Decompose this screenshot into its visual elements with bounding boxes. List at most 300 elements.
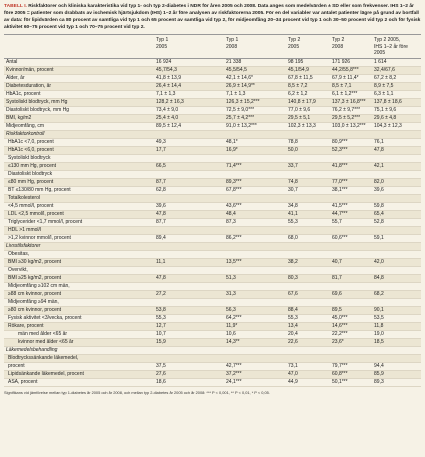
table-cell (330, 354, 372, 362)
row-label: Diastoliskt blodtryck (8, 170, 53, 177)
table-cell: 12,7 (156, 322, 166, 329)
table-cell: 171 926 (332, 58, 351, 65)
table-cell (154, 154, 224, 162)
table-cell: 88,4 (288, 306, 298, 313)
table-cell: 25,4 ± 4,0 (156, 114, 179, 121)
row-label: BMI, kg/m2 (6, 114, 32, 121)
table-cell (154, 130, 224, 138)
table-cell: 45,0*** (332, 314, 348, 321)
row-label: Läkemedelsbehandling (6, 346, 58, 353)
table-row (4, 370, 421, 378)
table-cell: 73,4 ± 9,0 (156, 106, 179, 113)
table-cell (330, 242, 372, 250)
table-cell (286, 194, 330, 202)
table-cell (330, 346, 372, 354)
table-cell: 73,1 (288, 362, 298, 369)
table-cell: 21 338 (226, 58, 242, 65)
table-cell: 39,6 (156, 202, 166, 209)
table-cell: 10,6 (226, 330, 236, 337)
table-cell (330, 226, 372, 234)
data-table (4, 34, 421, 387)
table-cell: 48,4 (226, 210, 236, 217)
table-cell (286, 298, 330, 306)
table-cell (372, 242, 421, 250)
table-cell: 59,8 (374, 202, 384, 209)
table-cell: 42,1 (374, 162, 384, 169)
table-cell: 55,7 (332, 218, 342, 225)
table-cell: 17,7 (156, 146, 166, 153)
section-row (4, 346, 421, 354)
table-row (4, 226, 421, 234)
table-cell: 1 614 (374, 58, 387, 65)
table-row (4, 314, 421, 322)
row-label: Midjeomfång, cm (6, 122, 45, 129)
table-cell (154, 194, 224, 202)
table-cell (224, 226, 286, 234)
table-cell: 6,2 ± 1,2 (288, 90, 308, 97)
table-cell (154, 250, 224, 258)
table-cell (154, 242, 224, 250)
row-label: Totalkolesterol (8, 194, 40, 201)
table-cell: 85,9 (374, 370, 384, 377)
table-cell: 27,6 (156, 370, 166, 377)
row-label: Blodtryckssänkande läkemedel, (8, 354, 79, 361)
row-label: Diabetesduration, år (6, 82, 52, 89)
table-cell: 11,9* (226, 322, 238, 329)
table-cell: 47,8 (156, 210, 166, 217)
table-cell: 89,4 (156, 234, 166, 241)
table-cell: 67,8*** (226, 186, 242, 193)
table-cell: 64,2*** (226, 314, 242, 321)
table-cell: 16,9* (226, 146, 238, 153)
row-label: ASA, procent (8, 378, 38, 385)
row-label: Ålder, år (6, 74, 25, 81)
row-label: Rökare, procent (8, 322, 44, 329)
table-row (4, 98, 421, 106)
column-header: Typ 1 2005 (156, 37, 169, 50)
table-cell: 37,5 (156, 362, 166, 369)
table-cell: 8,9 ± 7,5 (374, 82, 394, 89)
table-cell: 43,6*** (226, 202, 242, 209)
row-label: HbA1c <7,0, procent (8, 138, 54, 145)
table-caption (4, 3, 421, 31)
table-row (4, 234, 421, 242)
table-cell: 81,7 (332, 274, 342, 281)
table-cell: 42,7*** (226, 362, 242, 369)
table-cell: 50,0 (288, 146, 298, 153)
row-label: BT ≤130/80 mm Hg, procent (8, 186, 71, 193)
table-cell: 44,2/55,8*** (332, 66, 359, 73)
table-cell: 45,1/54,9 (288, 66, 309, 73)
table-cell: 37,2*** (226, 370, 242, 377)
table-cell: 8,5 ± 7,1 (332, 82, 352, 89)
table-row (4, 138, 421, 146)
table-cell (286, 242, 330, 250)
table-cell (372, 194, 421, 202)
row-label: HbA1c <6,0, procent (8, 146, 54, 153)
table-cell: 45,7/54,3 (156, 66, 177, 73)
table-cell: 86,2*** (226, 234, 242, 241)
table-cell: 16 924 (156, 58, 172, 65)
table-cell: 59,1 (374, 234, 384, 241)
table-cell: 76,1 (374, 138, 384, 145)
table-cell: 34,8 (288, 202, 298, 209)
table-row (4, 378, 421, 386)
table-row (4, 306, 421, 314)
table-cell: 53,5 (374, 314, 384, 321)
table-cell: 50,1*** (332, 378, 348, 385)
table-cell: 49,3 (156, 138, 166, 145)
table-cell: 89,5 ± 12,4 (156, 122, 181, 129)
table-row (4, 202, 421, 210)
table-cell: 65,4 (374, 210, 384, 217)
table-cell (372, 266, 421, 274)
table-cell: 87,7 (156, 218, 166, 225)
table-cell: 41,8*** (332, 162, 348, 169)
row-label: BMI ≥30 kg/m2, procent (8, 258, 62, 265)
table-cell: 38,1*** (332, 186, 348, 193)
table-cell (154, 298, 224, 306)
table-cell: 78,8 (288, 138, 298, 145)
table-cell: 41,8 ± 13,9 (156, 74, 181, 81)
table-cell: 76,2 ± 9,7*** (332, 106, 361, 113)
table-cell: 62,8 (156, 186, 166, 193)
table-cell (286, 346, 330, 354)
table-cell (330, 194, 372, 202)
table-cell: 87,3 (226, 218, 236, 225)
table-cell: 72,5 ± 9,0*** (226, 106, 255, 113)
table-cell: 45,5/54,5 (226, 66, 247, 73)
table-cell: 56,3 (226, 306, 236, 313)
table-cell: 41,5*** (332, 202, 348, 209)
table-row (4, 58, 421, 66)
table-row (4, 354, 421, 362)
row-label: Övervikt, (8, 266, 28, 273)
table-cell (154, 354, 224, 362)
table-cell: 26,9 ± 14,9** (226, 82, 255, 89)
table-cell: 67,9 ± 11,4* (332, 74, 359, 81)
table-cell: 89,3*** (226, 178, 242, 185)
table-cell: 42,0 (374, 258, 384, 265)
table-cell: 38,2 (288, 258, 298, 265)
table-cell: 77,0*** (332, 178, 348, 185)
table-cell: 69,6 (332, 290, 342, 297)
table-cell (330, 250, 372, 258)
table-row (4, 114, 421, 122)
table-cell: 126,3 ± 15,2*** (226, 98, 260, 105)
table-cell (154, 282, 224, 290)
table-cell: 89,3 (374, 378, 384, 385)
table-cell (372, 346, 421, 354)
section-row (4, 242, 421, 250)
row-label: ≥88 cm kvinnor, procent (8, 290, 62, 297)
row-label: män med ålder <65 år (18, 330, 68, 337)
row-label: Livsstilsfaktorer (6, 242, 41, 249)
table-cell: 68,0 (288, 234, 298, 241)
table-row (4, 154, 421, 162)
table-cell (372, 354, 421, 362)
section-row (4, 130, 421, 138)
table-cell: 30,7 (288, 186, 298, 193)
table-row (4, 258, 421, 266)
table-cell: 137,8 ± 18,6 (374, 98, 402, 105)
table-cell: 13,4 (288, 322, 298, 329)
column-header: Typ 2 2005 (288, 37, 301, 50)
caption-text: Riskfaktorer och kliniska karakteristika vid typ 1- och typ 2-diabetes i NDR för åren 2005 och 2008. Data anges som medelvärden ± SD eller som frekvenser. IHS 1–2 år före 2005 = patienter som drabbats av ischemisk hjärtsjukdom (IHS) 1–2 år före analysen av riskfaktorerna 2005. För en del variabler var antalet patienter lägre på grund av bortfall av data: för lipidvärden ca 80 procent av samtliga vid typ 1 och 65 procent av samtliga vid typ 2, för midjeomfång 20–34 procent vid typ 1 och 30–50 procent vid typ 2 och för fysisk aktivitet 60–75 procent vid typ 1 och 70–75 procent vid typ 2. (4, 4, 421, 30)
table-cell: 31,3 (226, 290, 236, 297)
table-cell: 68,2 (374, 290, 384, 297)
column-header (4, 35, 154, 59)
table-cell (224, 250, 286, 258)
table-row (4, 210, 421, 218)
row-label: HbA1c, procent (6, 90, 41, 97)
table-cell: 47,0 (288, 370, 298, 377)
table-row (4, 330, 421, 338)
table-cell (224, 282, 286, 290)
table-cell: 14,6*** (332, 322, 348, 329)
table-cell: 91,0 ± 13,2*** (226, 122, 257, 129)
table-cell: 52,3*** (332, 146, 348, 153)
table-row (4, 146, 421, 154)
table-cell (224, 266, 286, 274)
table-footnote: Signifikans vid jämförelse mellan typ 1-diabetes år 2005 och år 2008, och mellan typ 2-diabetes år 2005 och år 2008: *** P < 0,001, ** P < 0,01, * P < 0,05. (4, 389, 270, 395)
table-cell (154, 170, 224, 178)
row-label: Diastoliskt blodtryck, mm Hg (6, 106, 70, 113)
table-cell: 75,1 ± 9,6 (374, 106, 397, 113)
table-cell: 8,5 ± 7,2 (288, 82, 308, 89)
table-cell: 27,2 (156, 290, 166, 297)
table-cell: 55,3 (156, 314, 166, 321)
table-cell: 55,3 (288, 218, 298, 225)
table-cell: 103,0 ± 13,2*** (332, 122, 366, 129)
table-cell: 51,3 (226, 274, 236, 281)
table-cell (330, 154, 372, 162)
table-cell: 10,7 (156, 330, 166, 337)
table-cell (330, 170, 372, 178)
table-row (4, 194, 421, 202)
table-cell: 77,0 ± 9,6 (288, 106, 311, 113)
table-cell (330, 298, 372, 306)
row-label: Triglycerider <1,7 mmol/l, procent (8, 218, 83, 225)
table-cell (286, 282, 330, 290)
table-cell: 44,7*** (332, 210, 348, 217)
table-cell: 79,7*** (332, 362, 348, 369)
table-cell: 47,8 (374, 146, 384, 153)
row-label: Antal (6, 58, 18, 65)
table-cell: 67,2 ± 8,2 (374, 74, 397, 81)
table-cell (372, 282, 421, 290)
table-row (4, 186, 421, 194)
table-row (4, 162, 421, 170)
table-cell (286, 170, 330, 178)
row-label: kvinnor med ålder <65 år (18, 338, 74, 345)
table-cell: 22,2*** (332, 330, 348, 337)
table-row (4, 298, 421, 306)
table-cell: 89,5 (332, 306, 342, 313)
table-row (4, 274, 421, 282)
table-cell: 82,0 (374, 178, 384, 185)
table-cell: 24,1*** (226, 378, 242, 385)
table-cell (330, 266, 372, 274)
table-cell: 137,3 ± 16,8*** (332, 98, 366, 105)
table-cell: 94,4 (374, 362, 384, 369)
table-body (4, 58, 421, 386)
table-cell: 66,5 (156, 162, 166, 169)
table-cell (372, 298, 421, 306)
table-row (4, 338, 421, 346)
table-cell: 22,6 (288, 338, 298, 345)
table-cell (330, 282, 372, 290)
table-cell: 29,5 ± 5,2*** (332, 114, 361, 121)
table-cell: 74,8 (288, 178, 298, 185)
table-row (4, 282, 421, 290)
table-cell (154, 226, 224, 234)
table-cell: 39,6 (374, 186, 384, 193)
table-cell: 23,6* (332, 338, 344, 345)
table-cell: 40,7 (332, 258, 342, 265)
row-label: Kvinnor/män, procent (6, 66, 54, 73)
table-cell (224, 130, 286, 138)
table-cell (224, 154, 286, 162)
table-cell: 41,1 (288, 210, 298, 217)
table-cell (286, 130, 330, 138)
table-cell: 7,1 ± 1,3 (156, 90, 176, 97)
table-cell: 140,8 ± 17,9 (288, 98, 316, 105)
table-cell: 60,6*** (332, 234, 348, 241)
row-label: HDL >1 mmol/l (8, 226, 42, 233)
table-cell: 25,7 ± 4,2*** (226, 114, 255, 121)
table-cell: 55,3 (288, 314, 298, 321)
table-row (4, 178, 421, 186)
table-cell: 102,3 ± 13,3 (288, 122, 316, 129)
row-label: <4,5 mmol/l, procent (8, 202, 54, 209)
table-cell: 11,1 (156, 258, 166, 265)
table-cell: 18,5 (374, 338, 384, 345)
table-cell: 11,8 (374, 322, 384, 329)
table-cell (154, 346, 224, 354)
table-cell: 71,4*** (226, 162, 242, 169)
table-cell: 15,9 (156, 338, 166, 345)
table-cell (286, 250, 330, 258)
row-label: ≥80 cm kvinnor, procent (8, 306, 62, 313)
row-label: Lipidsänkande läkemedel, procent (8, 370, 84, 377)
table-row (4, 74, 421, 82)
row-label: >1,2 kvinnor mmol/l, procent (8, 234, 71, 241)
table-row (4, 106, 421, 114)
row-label: LDL <2,5 mmol/l, procent (8, 210, 64, 217)
table-cell (330, 130, 372, 138)
table-cell: 48,1* (226, 138, 238, 145)
row-label: Midjeomfång ≥94 män, (8, 298, 59, 305)
table-cell: 20,4 (288, 330, 298, 337)
row-label: Fysisk aktivitet <3/vecka, procent (8, 314, 82, 321)
table-row (4, 218, 421, 226)
table-label: TABELL I. (4, 4, 27, 9)
table-cell: 7,1 ± 1,3 (226, 90, 246, 97)
row-label: Riskfaktorkontroll (6, 130, 45, 137)
table-cell (372, 226, 421, 234)
table-row (4, 362, 421, 370)
table-cell (224, 170, 286, 178)
row-label: procent (8, 362, 25, 369)
table-cell: 14,3** (226, 338, 240, 345)
row-label: ≤130 mm Hg, procent (8, 162, 57, 169)
table-cell (286, 354, 330, 362)
table-cell (372, 250, 421, 258)
table-cell: 33,7 (288, 162, 298, 169)
table-cell (372, 170, 421, 178)
table-cell (224, 242, 286, 250)
column-header: Typ 2 2008 (332, 37, 345, 50)
table-cell: 84,8 (374, 274, 384, 281)
table-cell: 19,0 (374, 330, 384, 337)
table-cell (286, 266, 330, 274)
table-cell: 29,5 ± 5,1 (288, 114, 311, 121)
table-row (4, 266, 421, 274)
table-row (4, 250, 421, 258)
row-label: Obesitas, (8, 250, 30, 257)
row-label: ≤80 mm Hg, procent (8, 178, 54, 185)
table-row (4, 90, 421, 98)
table-cell: 104,3 ± 12,3 (374, 122, 402, 129)
table-cell: 80,9*** (332, 138, 348, 145)
table-cell: 6,3 ± 1,1 (374, 90, 394, 97)
table-row (4, 122, 421, 130)
table-cell: 47,8 (156, 274, 166, 281)
table-cell (372, 130, 421, 138)
table-cell (286, 154, 330, 162)
table-cell: 52,8 (374, 218, 384, 225)
table-cell: 42,1 ± 14,6* (226, 74, 253, 81)
table-cell (224, 354, 286, 362)
column-header: Typ 1 2008 (226, 37, 239, 50)
table-cell: 6,1 ± 1,2*** (332, 90, 358, 97)
table-cell: 80,3 (288, 274, 298, 281)
row-label: Systoliskt blodtryck, mm Hg (6, 98, 68, 105)
table-cell (224, 346, 286, 354)
table-cell: 87,7 (156, 178, 166, 185)
table-cell: 98 195 (288, 58, 304, 65)
table-cell (286, 226, 330, 234)
table-cell (372, 154, 421, 162)
table-cell (224, 194, 286, 202)
table-cell: 32,4/67,6 (374, 66, 395, 73)
table-cell: 67,6 (288, 290, 298, 297)
table-row (4, 170, 421, 178)
table-cell: 128,2 ± 16,3 (156, 98, 184, 105)
table-cell: 29,6 ± 4,8 (374, 114, 397, 121)
table-cell: 13,5*** (226, 258, 242, 265)
table-cell: 18,6 (156, 378, 166, 385)
table-cell (154, 266, 224, 274)
table-cell: 44,9 (288, 378, 298, 385)
table-row (4, 82, 421, 90)
table-row (4, 322, 421, 330)
column-header: Typ 2 2005, IHS 1–2 år före 2005 (374, 37, 408, 57)
table-cell: 90,1 (374, 306, 384, 313)
table-row (4, 66, 421, 74)
row-label: Systoliskt blodtryck (8, 154, 51, 161)
table-cell: 26,4 ± 14,4 (156, 82, 181, 89)
table-cell: 67,8 ± 11,5 (288, 74, 313, 81)
table-cell (224, 298, 286, 306)
table-header-row (4, 35, 421, 59)
table-cell: 53,8 (156, 306, 166, 313)
row-label: Midjeomfång ≥102 cm män, (8, 282, 70, 289)
table-row (4, 290, 421, 298)
table-cell: 60,8*** (332, 370, 348, 377)
row-label: BMI ≥25 kg/m2, procent (8, 274, 62, 281)
